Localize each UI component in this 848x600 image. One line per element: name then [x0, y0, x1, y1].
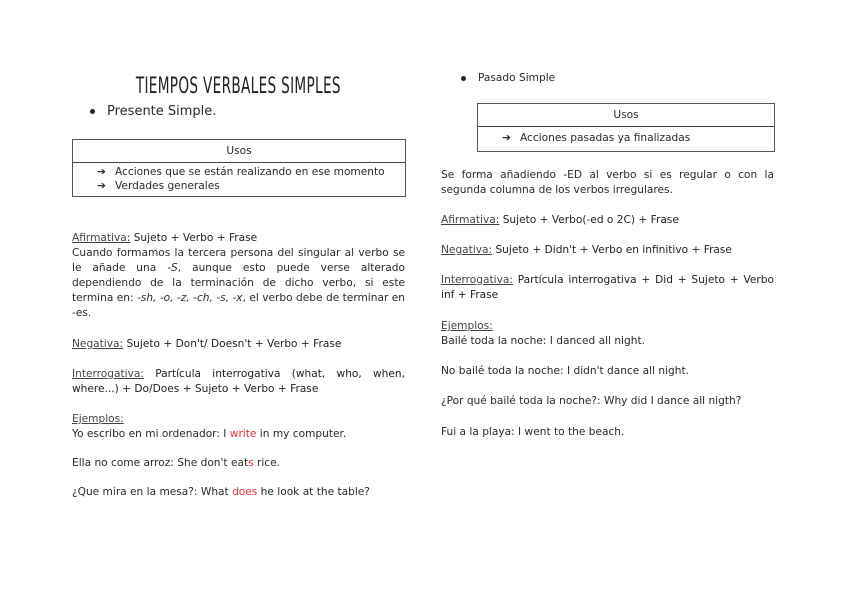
section-presente-simple: [90, 104, 216, 119]
text-span: -sh, -o, -z, -ch, -s, -x: [137, 292, 243, 304]
example-item: [72, 427, 412, 442]
text-span: Afirmativa:: [72, 232, 131, 244]
text-span: -S: [167, 262, 178, 274]
ejemplos-presente: [72, 412, 412, 500]
ejemplos-label: Ejemplos:: [72, 413, 124, 425]
text-span: Interrogativa:: [72, 368, 144, 380]
text-span: write: [229, 428, 257, 440]
negativa-presente: [72, 337, 405, 352]
afirmativa-presente: [72, 231, 405, 321]
text-span: Interrogativa:: [441, 274, 513, 286]
text-span: [72, 231, 405, 246]
ejemplos-label: Ejemplos:: [441, 320, 493, 332]
text-span: Yo escribo en mi ordenador: I: [72, 428, 230, 440]
usos-item: [97, 166, 405, 180]
text-span: [441, 273, 774, 303]
text-span: , el verbo debe de terminar en -es.: [72, 292, 405, 319]
text-span: does: [232, 486, 258, 498]
usos-item: [502, 132, 774, 146]
explicacion-presente: [72, 246, 405, 321]
text-span: s: [248, 457, 254, 469]
text-span: Sujeto + Verbo(-ed o 2C) + Frase: [499, 214, 679, 226]
example-item: ¿Por qué bailé toda la noche?: Why did I dance all nigth?: [441, 395, 742, 407]
text-span: he look at the table?: [257, 486, 370, 498]
text-span: Partícula interrogativa (what, who, when, where...) + Do/Does + Sujeto + Verbo + Frase: [72, 368, 405, 395]
text-span: Sujeto + Didn't + Verbo en infinitivo + Frase: [492, 244, 732, 256]
text-span: [72, 367, 405, 397]
text-span: [441, 243, 774, 258]
example-item: Fui a la playa: I went to the beach.: [441, 426, 625, 438]
text-span: Afirmativa:: [441, 214, 500, 226]
example-item: No bailé toda la noche: I didn't dance all night.: [441, 365, 690, 377]
section-pasado-simple: [461, 72, 555, 84]
text-span: [72, 337, 405, 352]
text-span: [478, 127, 774, 151]
text-span: Acciones que se están realizando en ese momento: [115, 166, 385, 178]
text-span: Sujeto + Verbo + Frase: [130, 232, 258, 244]
text-span: Partícula interrogativa + Did + Sujeto + Verbo inf + Frase: [441, 274, 774, 301]
usos-header: Usos: [478, 104, 774, 127]
interrogativa-presente: [72, 367, 405, 397]
negativa-pasado: [441, 243, 774, 258]
explicacion-pasado: Se forma añadiendo -ED al verbo si es regular o con la segunda columna de los verbos irregulares.: [441, 169, 774, 196]
text-span: Acciones pasadas ya finalizadas: [520, 132, 691, 144]
arrow-icon: ➔: [97, 179, 106, 192]
afirmativa-pasado: [441, 213, 774, 228]
text-span: [441, 213, 774, 228]
usos-header: Usos: [73, 140, 405, 163]
bullet-icon: [461, 76, 466, 81]
text-span: rice.: [253, 457, 281, 469]
arrow-icon: ➔: [97, 166, 106, 178]
text-span: Verdades generales: [115, 179, 220, 192]
ejemplos-pasado: [441, 319, 781, 440]
usos-table-presente: [72, 139, 406, 197]
text-span: in my computer.: [256, 428, 347, 440]
text-span: Negativa:: [72, 338, 124, 350]
text-span: , aunque esto puede verse alterado dependiendo de la terminación de dicho verbo, si este termina en:: [72, 262, 405, 304]
section-heading: Presente Simple.: [107, 104, 217, 119]
text-span: [73, 163, 405, 196]
page-title: [72, 74, 405, 99]
text-span: Ella no come arroz: She don't eat: [72, 457, 249, 469]
bullet-icon: [90, 109, 95, 114]
section-heading: Pasado Simple: [478, 72, 556, 84]
text-span: Sujeto + Don't/ Doesn't + Verbo + Frase: [123, 338, 342, 350]
arrow-icon: ➔: [502, 132, 511, 144]
text-span: ¿Que mira en la mesa?: What: [72, 486, 233, 498]
example-item: [72, 456, 412, 471]
text-span: TIEMPOS VERBALES SIMPLES: [135, 74, 342, 99]
usos-table-pasado: [477, 103, 775, 152]
example-item: Bailé toda la noche: I danced all night.: [441, 335, 645, 347]
text-span: Cuando formamos la tercera persona del singular al verbo se le añade una: [72, 247, 405, 274]
text-span: Negativa:: [441, 244, 493, 256]
usos-item: [97, 180, 405, 194]
example-item: [72, 485, 412, 500]
interrogativa-pasado: [441, 273, 774, 303]
